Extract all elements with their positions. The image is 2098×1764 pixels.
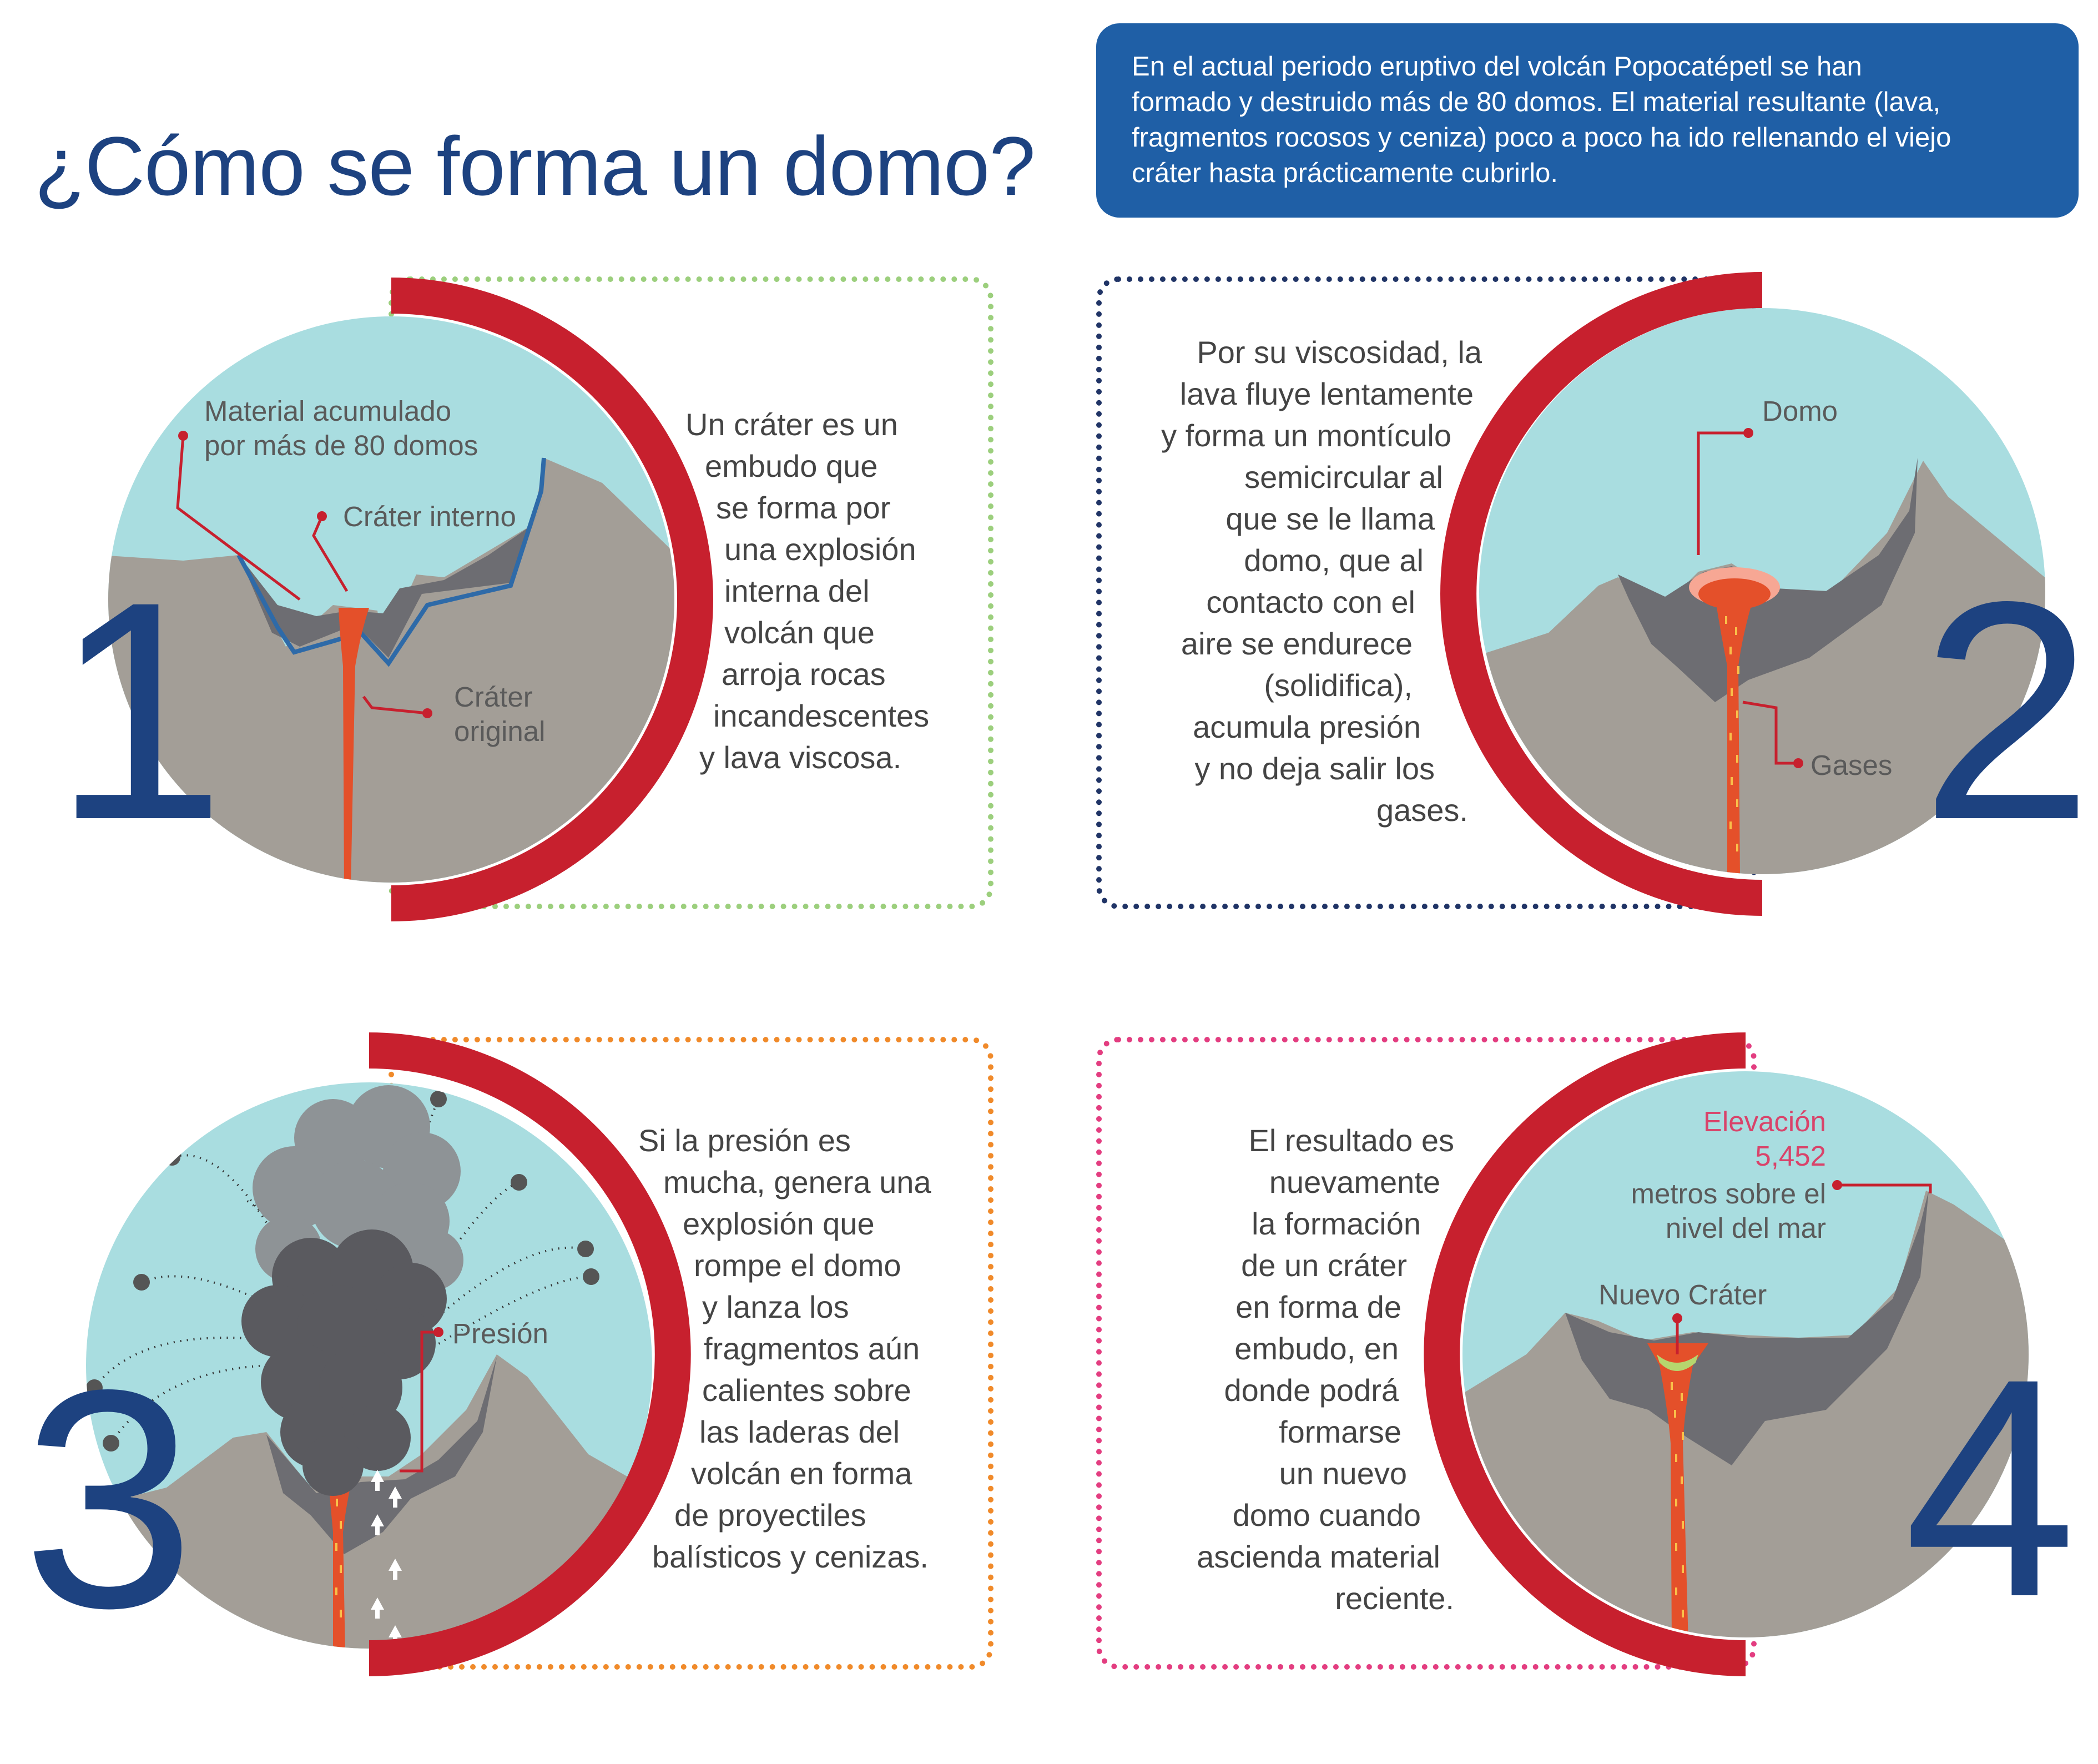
label-domo: Domo — [1762, 395, 1838, 427]
label-nuevo-crater: Nuevo Cráter — [1598, 1279, 1767, 1311]
text-line: interna del — [724, 573, 870, 608]
text-line: que se le llama — [1225, 501, 1435, 536]
text-line: de un cráter — [1241, 1248, 1407, 1283]
text-line: se forma por — [716, 490, 891, 525]
text-line: ascienda material — [1197, 1539, 1440, 1574]
text-line: de proyectiles — [674, 1498, 866, 1533]
text-line: semicircular al — [1244, 460, 1443, 495]
step-1-number: 1 — [53, 537, 226, 884]
text-line: Por su viscosidad, la — [1197, 335, 1482, 370]
step-2-text — [1105, 331, 1482, 831]
text-line: domo cuando — [1232, 1498, 1421, 1533]
text-line: gases. — [1376, 793, 1468, 828]
text-line: arroja rocas — [722, 657, 886, 692]
text-line: la formación — [1251, 1206, 1421, 1241]
text-line: fragmentos aún — [704, 1331, 920, 1366]
text-line: explosión que — [683, 1206, 875, 1241]
text-line: y forma un montículo — [1161, 418, 1451, 453]
text-line: nuevamente — [1269, 1165, 1440, 1199]
text-line: mucha, genera una — [663, 1165, 931, 1199]
step-4-text — [1143, 1120, 1454, 1619]
label-elevacion: Elevación 5,452 — [1703, 1106, 1826, 1172]
step-1-text — [685, 404, 929, 778]
label-material-acumulado: Material acumulado por más de 80 domos — [204, 395, 478, 461]
text-line: y no deja salir los — [1194, 751, 1435, 786]
page-title: ¿Cómo se forma un domo? — [34, 119, 1035, 213]
text-line: las laderas del — [699, 1414, 900, 1449]
intro-line: formado y destruido más de 80 domos. El material resultante (lava, — [1132, 87, 1941, 117]
label-crater-interno: Cráter interno — [343, 501, 516, 532]
text-line: calientes sobre — [702, 1373, 911, 1408]
step-4-number: 4 — [1904, 1314, 2077, 1661]
step-2-number: 2 — [1920, 537, 2094, 884]
text-line: Si la presión es — [638, 1123, 851, 1158]
intro-line: cráter hasta prácticamente cubrirlo. — [1132, 158, 1558, 188]
text-line: un nuevo — [1279, 1456, 1407, 1491]
text-line: embudo, en — [1234, 1331, 1399, 1366]
label-gases: Gases — [1810, 749, 1893, 781]
text-line: lava fluye lentamente — [1179, 376, 1474, 411]
text-line: El resultado es — [1248, 1123, 1454, 1158]
text-line: reciente. — [1335, 1581, 1454, 1616]
text-line: donde podrá — [1224, 1373, 1399, 1408]
text-line: domo, que al — [1244, 543, 1424, 578]
intro-line: fragmentos rocosos y ceniza) poco a poco ha ido rellenando el viejo — [1132, 123, 1951, 153]
intro-line: En el actual periodo eruptivo del volcán Popocatépetl se han — [1132, 52, 1862, 82]
text-line: formarse — [1279, 1414, 1401, 1449]
label-crater-original: Cráter original — [454, 681, 546, 747]
text-line: volcán que — [724, 615, 875, 650]
text-line: y lanza los — [702, 1289, 849, 1324]
text-line: balísticos y cenizas. — [652, 1539, 929, 1574]
label-presion: Presión — [452, 1318, 548, 1349]
text-line: incandescentes — [713, 698, 930, 733]
label-metros-sobre-nivel: metros sobre el nivel del mar — [1631, 1178, 1826, 1244]
step-3-text — [638, 1120, 931, 1577]
text-line: contacto con el — [1206, 584, 1415, 619]
text-line: embudo que — [705, 448, 878, 483]
text-line: una explosión — [724, 532, 916, 567]
text-line: acumula presión — [1193, 709, 1421, 744]
text-line: rompe el domo — [694, 1248, 901, 1283]
text-line: aire se endurece — [1181, 626, 1413, 661]
text-line: y lava viscosa. — [699, 740, 902, 775]
step-3-number: 3 — [22, 1325, 195, 1672]
text-line: en forma de — [1235, 1289, 1401, 1324]
text-line: volcán en forma — [691, 1456, 912, 1491]
text-line: Un cráter es un — [685, 407, 898, 442]
text-line: (solidifica), — [1264, 668, 1413, 703]
